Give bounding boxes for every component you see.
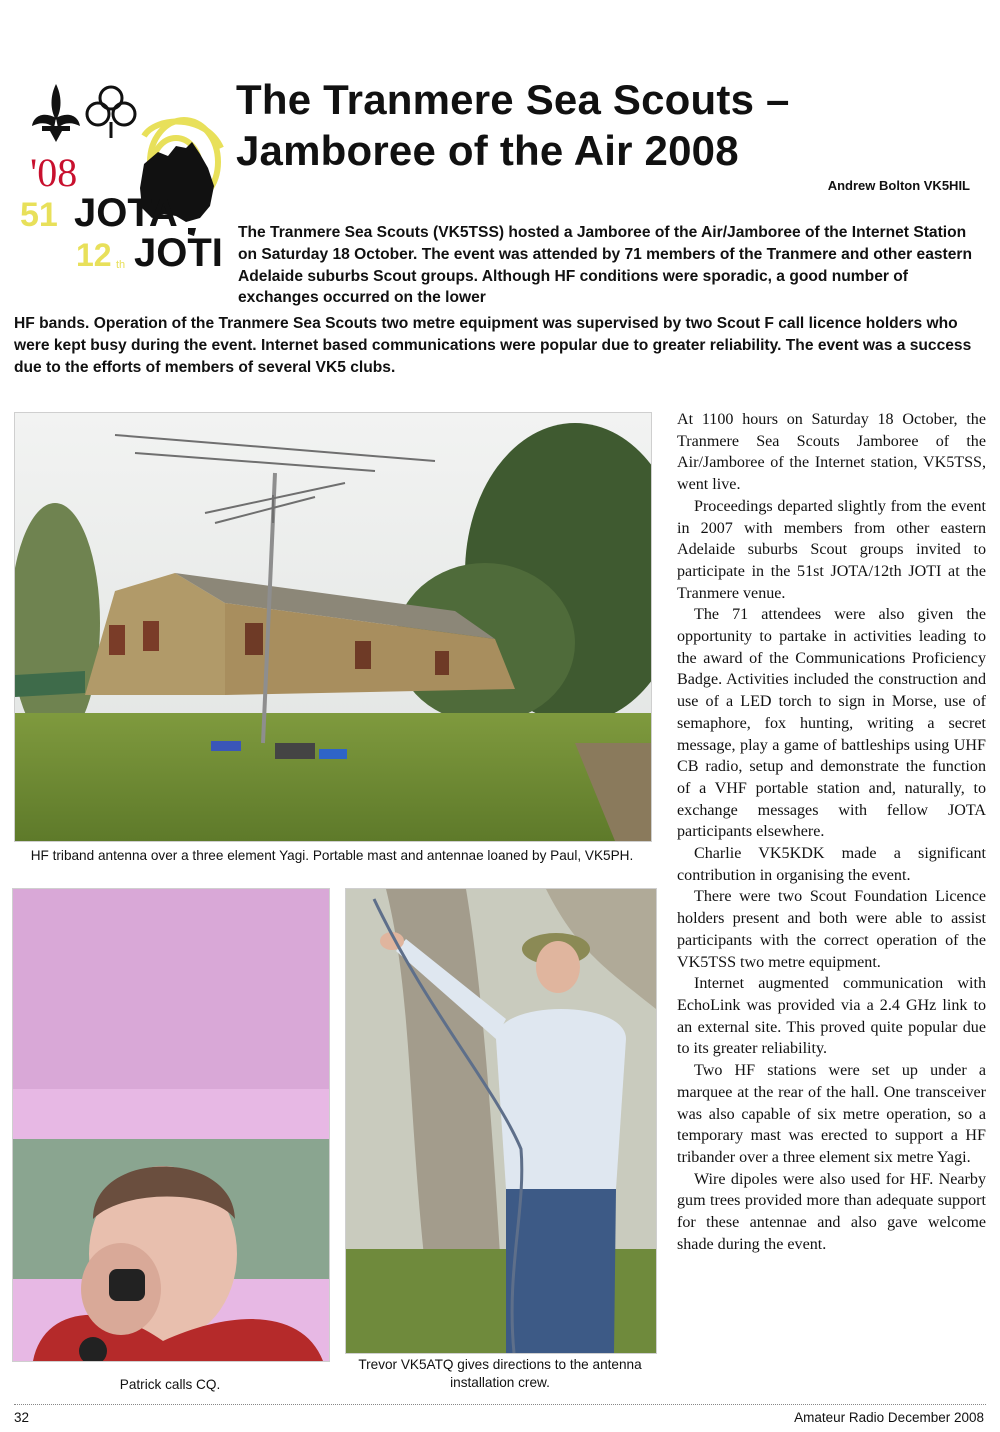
logo-12: 12: [76, 237, 112, 272]
logo-graphic: [16, 76, 228, 272]
body-paragraph: The 71 attendees were also given the opportunity to partake in activities leading to the award of the Communications Proficiency Badge. Activities included the construction and use of a LED torch to sign in Morse, use of semaphore, fox hunting, writing a secret message, play a game of battleships using UHF CB radio, setup and demonstrate the function of a VHF portable station and, naturally, to exchange messages with fellow JOTA participants elsewhere.: [677, 606, 986, 841]
intro-paragraph-part-2: HF bands. Operation of the Tranmere Sea Scouts two metre equipment was supervised by two Scout F call licence holders who were kept busy during the event. Internet based communications were popular due to greater reliability. The event was a success due to the efforts of members of several VK5 clubs.: [14, 315, 972, 376]
patrick-image: [13, 889, 329, 1361]
logo-th: th: [116, 259, 126, 271]
article-title-line-2: Jamboree of the Air 2008: [236, 127, 739, 174]
article-title: [236, 74, 976, 176]
article-body-column: [677, 409, 986, 1255]
body-paragraph: Proceedings departed slightly from the event in 2007 with members from other eastern Adelaide suburbs Scout groups invited to participate in the 51st JOTA/12th JOTI at the Tranmere venue.: [677, 497, 986, 602]
caption-trevor: Trevor VK5ATQ gives directions to the antenna installation crew.: [358, 1357, 642, 1390]
logo-year: '08: [30, 150, 78, 195]
trevor-image: [346, 889, 656, 1353]
logo-joti: JOTI: [134, 231, 223, 272]
body-paragraph: There were two Scout Foundation Licence holders present and both were able to assist participants with the correct operation of the VK5TSS two metre equipment.: [677, 888, 986, 971]
intro-paragraph-part-1: The Tranmere Sea Scouts (VK5TSS) hosted a Jamboree of the Air/Jamboree of the Internet Station on Saturday 18 October. The event was attended by 71 members of the Tranmere and other eastern Adelaide suburbs Scout groups. Although HF conditions were sporadic, a good number of exchanges occurred on the lower: [238, 224, 973, 307]
logo-51: 51: [20, 196, 58, 234]
magazine-issue: Amateur Radio December 2008: [794, 1410, 984, 1425]
photo-hall-antenna: [14, 412, 652, 842]
body-paragraph: Wire dipoles were also used for HF. Nearby gum trees provided more than adequate support for these antennae and also gave welcome shade during the event.: [677, 1170, 986, 1253]
article-title-line-1: The Tranmere Sea Scouts –: [236, 76, 790, 123]
body-paragraph: At 1100 hours on Saturday 18 October, the Tranmere Sea Scouts Jamboree of the Air/Jamboree of the Internet station, VK5TSS, went live.: [677, 411, 986, 494]
body-paragraph: Internet augmented communication with EchoLink was provided via a 2.4 GHz link to an external site. This proved quite popular due to its greater reliability.: [677, 975, 986, 1058]
hall-antenna-image: [15, 413, 651, 841]
footer-divider: [14, 1404, 986, 1405]
trefoil-icon: [87, 87, 135, 138]
logo-jota: JOTA: [74, 191, 178, 235]
caption-patrick: Patrick calls CQ.: [119, 1377, 221, 1392]
body-paragraph: Charlie VK5KDK made a significant contribution in organising the event.: [677, 845, 986, 884]
caption-hall-antenna: HF triband antenna over a three element Yagi. Portable mast and antennae loaned by Paul, VK5PH.: [30, 848, 634, 863]
photo-patrick: [12, 888, 330, 1362]
jota-joti-logo: [16, 76, 228, 272]
photo-trevor: [345, 888, 657, 1354]
fleur-de-lis-icon: [32, 84, 80, 142]
page-number: 32: [14, 1410, 30, 1425]
body-paragraph: Two HF stations were set up under a marquee at the rear of the hall. One transceiver was also capable of six metre operation, so a temporary mast was erected to support a HF tribander over a three element six metre Yagi.: [677, 1062, 986, 1166]
byline: Andrew Bolton VK5HIL: [827, 178, 970, 193]
